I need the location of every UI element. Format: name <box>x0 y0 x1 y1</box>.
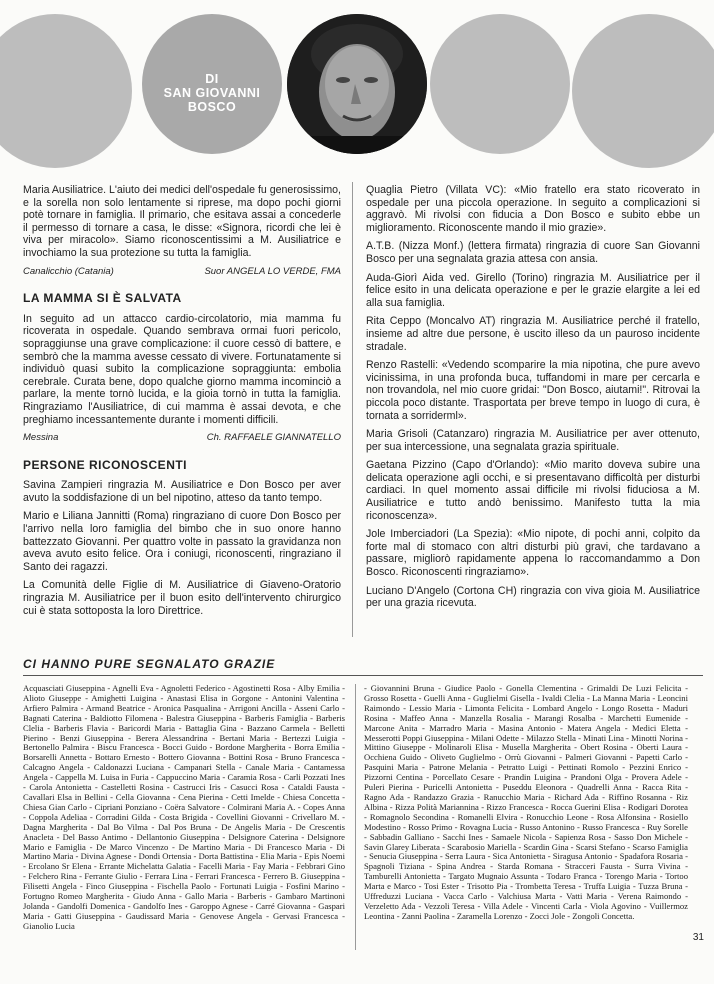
section-title <box>142 72 282 114</box>
signature-place: Canalicchio (Catania) <box>23 265 114 277</box>
column-divider <box>355 684 356 950</box>
signature-place: Messina <box>23 432 59 444</box>
column-divider <box>352 182 353 637</box>
article-paragraph: Mario e Liliana Jannitti (Roma) ringraziano di cuore Don Bosco per l'arrivo nella loro famiglia del bimbo che in suo onore hanno battezzato Giovanni. Per quattro volte in passato la gravidanza non aveva avuto esito felice. Ora i coniugi, riconoscenti, ringraziano il Santo dei ragazzi. <box>23 510 341 573</box>
title-circle <box>142 14 282 154</box>
article-paragraph: Renzo Rastelli: «Vedendo scomparire la mia nipotina, che pure avevo vicinissima, in una profonda buca, tuffandomi in mare per cercarla e non trovandola, nel mio cuore gridai: "Don Bosco, aiutami!". Ritrovai la piccola poco distante. Trasportata per breve tempo in luogo di cura, è tornata a sorriderml». <box>366 359 700 422</box>
header-banner <box>0 0 714 165</box>
grazie-heading: CI HANNO PURE SEGNALATO GRAZIE <box>23 657 276 671</box>
article-paragraph: Maria Ausiliatrice. L'aiuto dei medici dell'ospedale fu generosissimo, e la sorella non solo lentamente si riprese, ma dopo pochi giorni potè tornare in famiglia. Il primario, che esitava assai a concederle il permesso di tornare a casa, le disse: «Signora, ricordi che lei è viva per miracolo». Siamo riconoscentissimi a M. Ausiliatrice e invochiamo la sua protezione su tutta la famiglia. <box>23 184 341 259</box>
title-line-1: DI <box>205 72 219 86</box>
decorative-circle <box>0 14 132 168</box>
article-paragraph: Savina Zampieri ringrazia M. Ausiliatrice e Don Bosco per aver avuto la soddisfazione di un bel nipotino, atteso da tanto tempo. <box>23 479 341 504</box>
signature <box>23 432 341 445</box>
article-paragraph: Auda-Giorì Aida ved. Girello (Torino) ringrazia M. Ausiliatrice per il felice esito in una delicata operazione e per le grazie elargite a lei ed alla sua famiglia. <box>366 271 700 309</box>
decorative-circle <box>572 14 714 168</box>
portrait-image <box>287 14 427 154</box>
grazie-names-column-1: Acquasciati Giuseppina - Agnelli Eva - Agnoletti Federico - Agostinetti Rosa - Alby Emilia - Alioto Giuseppe - Amighetti Luigina - Anastasi Elisa in Gorgone - Antonini Valentina - Arfiero Palmira - Armand Beatrice - Aronica Pasqualina - Arrigoni Ancilla - Asseni Carlo - Bagnati Caterina - Baldiotto Filomena - Balestra Giuseppina - Barberis Famiglia - Barberis Clelia - Barberis Flavia - Baricordi Maria - Battaglia Gina - Bazzano Carmela - Belletti Pierino - Benzi Giuseppina - Berera Alessandrina - Bertani Maria - Bertezzi Luigia - Bertonello Palmira - Biscu Francesca - Bocci Guido - Bordone Margherita - Borra Emilia - Borsarelli Annetta - Bottaro Ernesto - Bottero Giovanna - Bottini Rosa - Bruno Francesca - Calcagno Angela - Caldonazzi Luciana - Campanari Stella - Canale Maria - Cantamessa Angela - Cappella M. Luisa in Furia - Cappuccino Maria - Caramia Rosa - Carli Pozzati Ines - Carola Antonietta - Castelletti Rosina - Castrucci Iris - Casucci Rosa - Cataldi Fausta - Cavallari Elsa in Bellini - Cella Giovanna - Cena Pierina - Cetti Imelde - Chiesa Concetta - Chiesa Gian Carlo - Cipriani Ponziano - Coëra Salvatore - Colmirani Maria A. - Copes Anna - Coppola Adeliaa - Corradini Gilda - Costa Brigida - Covellini Giovanni - Crivellaro M. - Dagna Margherita - Dal Bo Vilma - Dal Pos Bruna - De Angelis Maria - De Crescentis Anacleta - Del Basso Antimo - Dellantonio Giuseppina - Delsignore Caterina - Delsignore Mario e Famiglia - De Marco Vincenzo - De Martino Maria - Di Francesco Maria - Di Martino Maria - Divina Agnese - Dondi Ortensia - Dorta Battistina - Elia Maria - Epis Noemi - Ercolano Sr Elena - Errante Michelatta Galatia - Facelli Maria - Fay Maria - Febbrari Gino - Felchero Rina - Ferrante Giulio - Ferrara Lina - Ferrari Francesca - Ferrero B. Giuseppina - Filisetti Angela - Finco Giuseppina - Fischella Paolo - Fortunati Luigia - Fosfini Marino - Fortugno Romeo Margherita - Giudo Anna - Gallo Maria - Barberis - Gambaro Martinoni Jolanda - Gandolfi Domenica - Gandolfo Ines - Garoppo Agnese - Carré Giovanna - Gaspari Maria - Gatti Giuseppina - Gaudissard Maria - Genovese Angela - Gervasi Francesca - Gianolio Lucia <box>23 683 345 931</box>
article-paragraph: In seguito ad un attacco cardio-circolatorio, mia mamma fu ricoverata in ospedale. Quando sembrava ormai fuori pericolo, sopraggiunse una grave complicazione: il cuore cessò di battere, e sembrò che la mamma avesse cessato di vivere. Fortunatamente si individuò quasi subito la complicazione sopraggiunta: embolia cerebrale. Curata bene, dopo qualche giorno mamma incominciò a parlare, la mente tornò lucida, e la gioia tornò in tutta la famiglia. Ringraziamo l'Ausiliatrice, di cui mamma è assai devota, e che preghiamo incessantemente durante i momenti difficili. <box>23 312 341 426</box>
article-paragraph: Rita Ceppo (Moncalvo AT) ringrazia M. Ausiliatrice perché il fratello, insieme ad altre due persone, è uscito illeso da un pauroso incidente stradale. <box>366 315 700 353</box>
article-paragraph: A.T.B. (Nizza Monf.) (lettera firmata) ringrazia di cuore San Giovanni Bosco per una segnalata grazia attesa con ansia. <box>366 240 700 265</box>
article-paragraph: Luciano D'Angelo (Cortona CH) ringrazia con viva gioia M. Ausiliatrice per una grazia ricevuta. <box>366 584 700 610</box>
article-paragraph: Maria Grisoli (Catanzaro) ringrazia M. Ausiliatrice per aver ottenuto, per sua intercessione, una segnalata grazia spirituale. <box>366 428 700 453</box>
title-line-3: BOSCO <box>187 100 237 114</box>
article-paragraph: Jole Imberciadori (La Spezia): «Mio nipote, di pochi anni, colpito da forte mal di stomaco con altri disturbi più gravi, che tardavano a passare, migliorò rapidamente appena lo raccomandammo a Don Bosco. Riconoscenti ringraziamo». <box>366 528 700 579</box>
article-paragraph: Quaglia Pietro (Villata VC): «Mio fratello era stato ricoverato in ospedale per una piccola operazione. In seguito a complicazioni si aggravò. Mi rivolsi con fiducia a Don Bosco e subito ebbe un miglioramento. Riconoscente mando il mio grazie». <box>366 184 700 234</box>
decorative-circle <box>430 14 570 154</box>
grazie-names-column-2: - Giovannini Bruna - Giudice Paolo - Gonella Clementina - Grimaldi De Luzi Felicita - Grosso Rosetta - Guelli Anna - Guglielmi Gisella - Ivaldi Clelia - La Manna Maria - Leoncini Raimondo - Lessio Maria - Limonta Felicita - Lombard Angelo - Longo Rosetta - Maduri Rosina - Maffeo Anna - Manzella Rosalia - Marangi Rosalba - Marchetti Eumenide - Marcone Anita - Marradro Maria - Masina Antonio - Matera Angela - Medici Eletta - Messerotti Poppi Giuseppina - Milani Odette - Milazzo Stella - Minati Lina - Minotti Norina - Mittino Giuseppe - Molinaroli Elisa - Musella Margherita - Obert Rosina - Oberti Laura - Occhiena Guido - Oliveto Guglielmo - Orrù Giovanni - Palmeri Giovanni - Papetti Carlo - Pasquini Maria - Patrone Melania - Petratto Luigi - Pettinati Romolo - Pezzini Enrico - Pizzorni Centina - Porcellato Cesare - Prandin Luigina - Prandoni Olga - Provera Adele - Puleri Pierina - Puricelli Antonietta - Puseddu Eleonora - Quadrelli Anna - Racca Rita - Ragno Ada - Randazzo Grazia - Ranucchio Maria - Richard Ada - Riffino Rosanna - Riz Albina - Rizza Polità Mariannina - Rizzo Francesca - Rocca Guerini Elisa - Rodigari Dorotea - Romagnolo Secondina - Romanelli Elvira - Ronucchio Leone - Rosa Alfonsina - Rosiello Modestino - Rosso Primo - Rovagna Lucia - Russo Antonino - Russo Francesca - Ruy Sorelle - Sabbadin Galliano - Sacchi Ines - Samaele Nicola - Sapienza Rosa - Sasso Don Michele - Savin Glarey Liberata - Scarabosio Mariella - Scardin Gina - Scarsi Stefano - Scarso Famiglia - Senucia Giuseppina - Serra Laura - Sica Antonietta - Siragusa Antonio - Spadafora Rosaria - Spagnoli Tiziana - Spina Andrea - Starda Romana - Stracceri Fausta - Surra Vivina - Tamburelli Antonietta - Targato Mugnaio Assunta - Todaro Franca - Torengo Maria - Tortoo Marta e Marco - Tosi Ester - Trisotto Pia - Trombetta Teresa - Truffa Luigia - Tuzza Bruna - Uffreduzzi Luciana - Vacca Carlo - Valchiusa Marta - Vatti Maria - Verena Raimondo - Verzeletto Ada - Vezzoli Teresa - Villa Adele - Vincenti Carla - Viola Agovino - Vuillermoz Leontina - Zanni Paolina - Zaramella Lorenzo - Zocci Jole - Zongoli Concetta. <box>364 683 688 921</box>
title-line-2: SAN GIOVANNI <box>163 86 261 100</box>
left-column <box>23 184 341 623</box>
right-column <box>366 184 700 616</box>
signature <box>23 266 341 279</box>
page-number: 31 <box>692 932 704 943</box>
signature-name: Suor ANGELA LO VERDE, FMA <box>204 265 341 277</box>
article-paragraph: Gaetana Pizzino (Capo d'Orlando): «Mio marito doveva subire una delicata operazione agli occhi, e si presentavano difficoltà per disturbi cardiaci. In quel momento assai difficile mi rivolsi fiduciosa a M. Ausiliatrice e tutto andò benissimo. Manifesto tutta la mia riconoscenza». <box>366 459 700 522</box>
article-paragraph: La Comunità delle Figlie di M. Ausiliatrice di Giaveno-Oratorio ringrazia M. Ausiliatrice per il buon esito dell'intervento chirurgico cui è stata sottoposta la loro Direttrice. <box>23 579 341 617</box>
section-heading: LA MAMMA SI È SALVATA <box>23 291 182 306</box>
signature-name: Ch. RAFFAELE GIANNATELLO <box>206 432 341 444</box>
section-heading: PERSONE RICONOSCENTI <box>23 457 188 472</box>
heading-rule <box>23 675 703 676</box>
portrait-photo <box>287 14 427 154</box>
